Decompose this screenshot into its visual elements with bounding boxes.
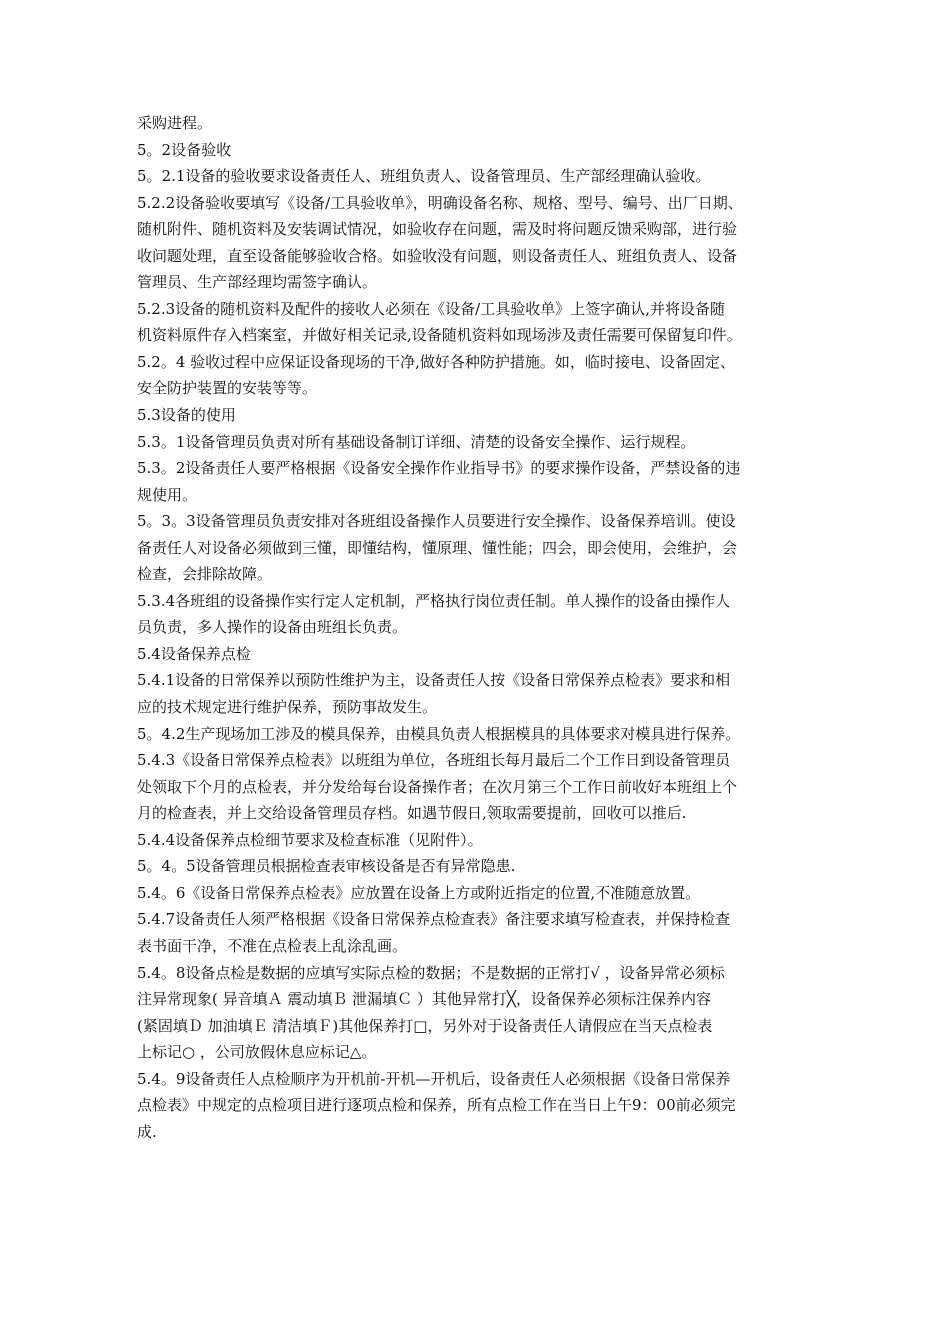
text-line: 员负责，多人操作的设备由班组长负责。 xyxy=(137,618,408,637)
text-line: (紧固填Ｄ 加油填Ｅ 清洁填Ｆ)其他保养打□，另外对于设备责任人请假应在当天点检表 xyxy=(137,1016,713,1035)
text-line: 5.2.3设备的随机资料及配件的接收人必须在《设备/工具验收单》上签字确认,并将设备随 xyxy=(137,299,725,318)
text-line: 5.4。6《设备日常保养点检表》应放置在设备上方或附近指定的位置,不准随意放置。 xyxy=(137,883,701,902)
text-line: 5.3。1设备管理员负责对所有基础设备制订详细、清楚的设备安全操作、运行规程。 xyxy=(137,432,696,451)
section-heading: 5。2设备验收 xyxy=(137,140,232,159)
text-line: 成. xyxy=(137,1122,157,1141)
text-line: 5。4。5设备管理员根据检查表审核设备是否有异常隐患. xyxy=(137,857,516,876)
text-line: 5.2.2设备验收要填写《设备/工具验收单》，明确设备名称、规格、型号、编号、出厂日期、 xyxy=(137,193,743,212)
text-line: 采购进程。 xyxy=(137,114,213,132)
text-line: 5.2。4 验收过程中应保证设备现场的干净,做好各种防护措施。如，临时接电、设备固定、 xyxy=(137,352,735,371)
text-line: 备责任人对设备必须做到三懂，即懂结构，懂原理、懂性能；四会，即会使用，会维护，会 xyxy=(137,538,738,557)
text-line: 5.4.4设备保养点检细节要求及检查标准（见附件）。 xyxy=(137,830,483,849)
text-line: 机资料原件存入档案室，并做好相关记录,设备随机资料如现场涉及责任需要可保留复印件。 xyxy=(137,326,742,345)
text-line: 规使用。 xyxy=(137,485,198,504)
text-line: 5.4。9设备责任人点检顺序为开机前-开机—开机后，设备责任人必须根据《设备日常保养 xyxy=(137,1069,731,1088)
text-line: 处领取下个月的点检表，并分发给每台设备操作者；在次月第三个工作日前收好本班组上个 xyxy=(137,777,738,796)
text-line: 安全防护装置的安装等等。 xyxy=(137,379,318,398)
text-line: 上标记○ ，公司放假休息应标记△。 xyxy=(137,1043,377,1062)
text-line: 5.4.1设备的日常保养以预防性维护为主，设备责任人按《设备日常保养点检表》要求和相 xyxy=(137,671,731,690)
text-line: 随机附件、随机资料及安装调试情况，如验收存在问题，需及时将问题反馈采购部，进行验 xyxy=(137,220,738,239)
text-line: 5。3。3设备管理员负责安排对各班组设备操作人员要进行安全操作、设备保养培训。使设 xyxy=(137,512,736,531)
text-line: 5.4.7设备责任人须严格根据《设备日常保养点检查表》备注要求填写检查表，并保持检查 xyxy=(137,910,731,929)
text-line: 5.3。2设备责任人要严格根据《设备安全操作作业指导书》的要求操作设备，严禁设备的违 xyxy=(137,459,741,478)
text-line: 月的检查表，并上交给设备管理员存档。如遇节假日,领取需要提前，回收可以推后. xyxy=(137,804,687,823)
text-line: 注异常现象( 异音填Ａ 震动填Ｂ 泄漏填Ｃ ）其他异常打╳，设备保养必须标注保养内容 xyxy=(137,990,711,1009)
text-line: 表书面干净，不准在点检表上乱涂乱画。 xyxy=(137,936,408,955)
text-line: 5.4。8设备点检是数据的应填写实际点检的数据；不是数据的正常打√ ，设备异常必须标 xyxy=(137,963,725,982)
text-line: 检查，会排除故障。 xyxy=(137,565,273,584)
document-body xyxy=(137,110,827,1145)
text-line: 应的技术规定进行维护保养，预防事故发生。 xyxy=(137,698,438,717)
text-line: 5。2.1设备的验收要求设备责任人、班组负责人、设备管理员、生产部经理确认验收。 xyxy=(137,167,711,186)
text-line: 5.4.3《设备日常保养点检表》以班组为单位，各班组长每月最后二个工作日到设备管理员 xyxy=(137,751,731,770)
text-line: 5。4.2生产现场加工涉及的模具保养，由模具负责人根据模具的具体要求对模具进行保养。 xyxy=(137,724,741,743)
text-line: 收问题处理，直至设备能够验收合格。如验收没有问题，则设备责任人、班组负责人、设备 xyxy=(137,246,738,265)
section-heading: 5.3设备的使用 xyxy=(137,406,236,425)
text-line: 管理员、生产部经理均需签字确认。 xyxy=(137,273,378,292)
section-heading: 5.4设备保养点检 xyxy=(137,644,251,663)
text-line: 点检表》中规定的点检项目进行逐项点检和保养，所有点检工作在当日上午9：00前必须完 xyxy=(137,1096,736,1115)
text-line: 5.3.4各班组的设备操作实行定人定机制，严格执行岗位责任制。单人操作的设备由操作人 xyxy=(137,591,731,610)
